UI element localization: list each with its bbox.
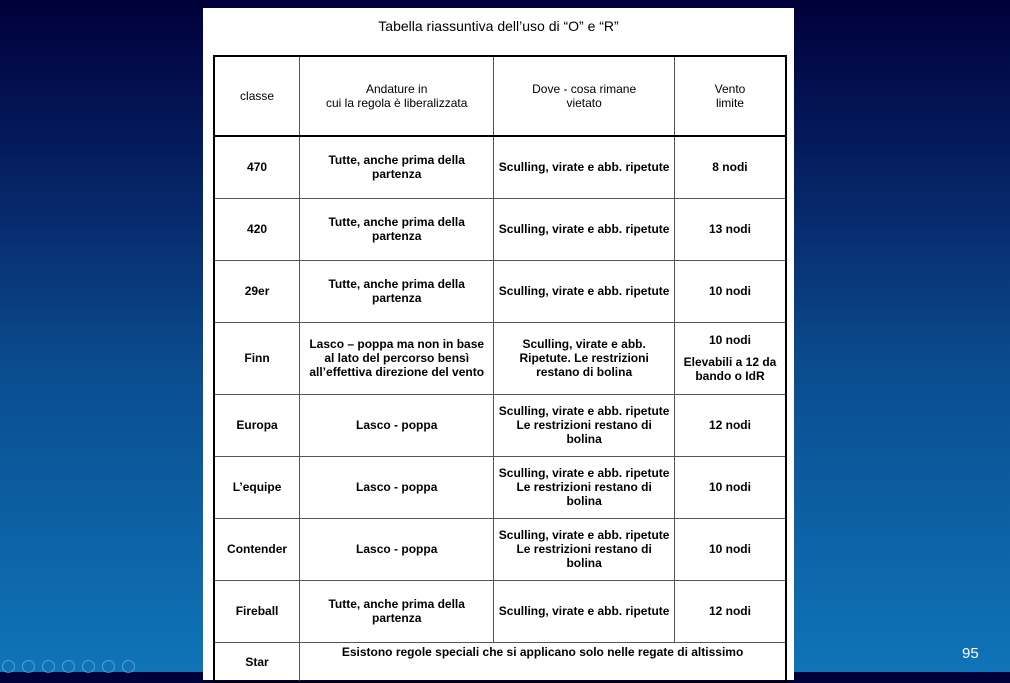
cell-andature: Lasco - poppa — [300, 518, 494, 580]
header-classe: classe — [214, 56, 300, 136]
cell-classe: Star — [214, 642, 300, 682]
header-andature: Andature in cui la regola è liberalizzata — [300, 56, 494, 136]
cell-classe: 29er — [214, 260, 300, 322]
table-header-row — [214, 56, 786, 136]
cell-andature: Tutte, anche prima della partenza — [300, 198, 494, 260]
cell-andature: Tutte, anche prima della partenza — [300, 136, 494, 198]
cell-classe: 420 — [214, 198, 300, 260]
cell-dove: Sculling, virate e abb. ripetute — [494, 580, 675, 642]
cell-classe: 470 — [214, 136, 300, 198]
cell-classe: Fireball — [214, 580, 300, 642]
table-row — [214, 580, 786, 642]
vento-value: 10 nodi — [708, 333, 751, 347]
cell-andature: Tutte, anche prima della partenza — [300, 580, 494, 642]
summary-table — [213, 55, 787, 683]
cell-dove: Sculling, virate e abb. ripetute Le restrizioni restano di bolina — [494, 394, 675, 456]
cell-vento: 12 nodi — [674, 394, 786, 456]
cell-dove: Sculling, virate e abb. ripetute Le restrizioni restano di bolina — [494, 456, 675, 518]
cell-dove: Sculling, virate e abb. ripetute — [494, 136, 675, 198]
table-row — [214, 518, 786, 580]
table-row — [214, 198, 786, 260]
cell-dove: Sculling, virate e abb. ripetute Le restrizioni restano di bolina — [494, 518, 675, 580]
cell-vento: 13 nodi — [674, 198, 786, 260]
table-row — [214, 260, 786, 322]
table-row — [214, 136, 786, 198]
header-vento: Vento limite — [674, 56, 786, 136]
cell-andature: Lasco - poppa — [300, 456, 494, 518]
table-row — [214, 322, 786, 394]
cell-dove: Sculling, virate e abb. Ripetute. Le restrizioni restano di bolina — [494, 322, 675, 394]
cell-note: Esistono regole speciali che si applicano solo nelle regate di altissimo — [300, 642, 786, 682]
cell-classe: Europa — [214, 394, 300, 456]
cell-classe: Contender — [214, 518, 300, 580]
table-row — [214, 456, 786, 518]
cell-dove: Sculling, virate e abb. ripetute — [494, 198, 675, 260]
cell-vento: 12 nodi — [674, 580, 786, 642]
document-sheet — [203, 8, 794, 680]
page-number: 95 — [962, 645, 979, 662]
cell-vento: 8 nodi — [674, 136, 786, 198]
cell-andature: Lasco – poppa ma non in base al lato del percorso bensì all’effettiva direzione del vento — [300, 322, 494, 394]
page-title: Tabella riassuntiva dell’uso di “O” e “R” — [378, 18, 619, 34]
cell-vento: 10 nodi — [674, 518, 786, 580]
cell-classe: L’equipe — [214, 456, 300, 518]
table-row — [214, 394, 786, 456]
cell-andature: Lasco - poppa — [300, 394, 494, 456]
cell-vento — [674, 322, 786, 394]
header-dove: Dove - cosa rimane vietato — [494, 56, 675, 136]
cell-vento: 10 nodi — [674, 260, 786, 322]
cell-dove: Sculling, virate e abb. ripetute — [494, 260, 675, 322]
cell-andature: Tutte, anche prima della partenza — [300, 260, 494, 322]
vento-note: Elevabili a 12 da bando o IdR — [683, 355, 777, 383]
cell-vento: 10 nodi — [674, 456, 786, 518]
table-row — [214, 642, 786, 682]
cell-classe: Finn — [214, 322, 300, 394]
